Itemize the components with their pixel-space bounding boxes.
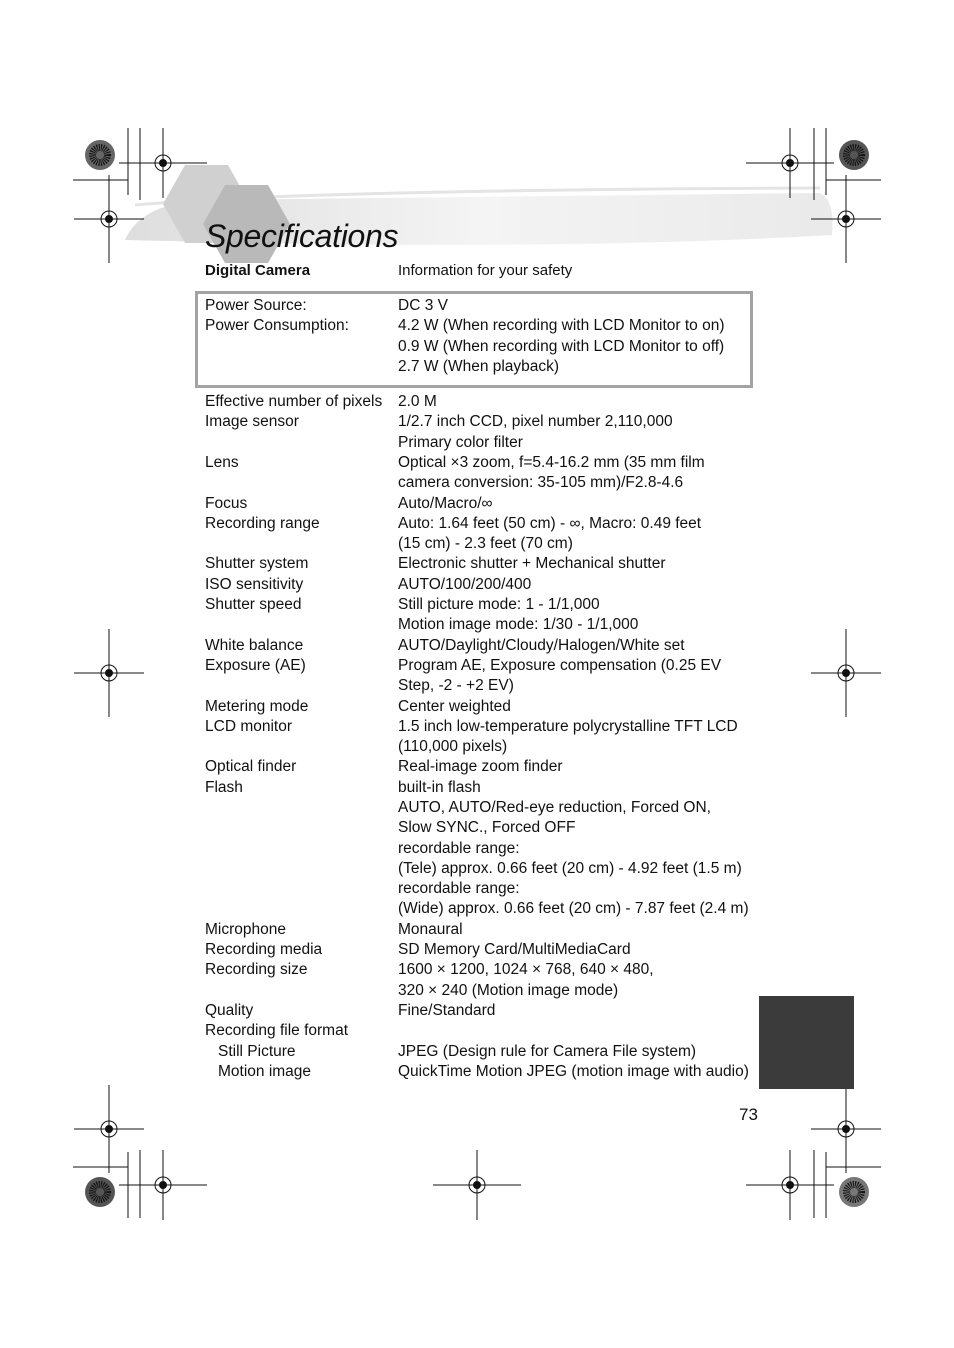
spec-values bbox=[398, 392, 437, 412]
spec-label: LCD monitor bbox=[205, 717, 292, 735]
spec-label: Recording media bbox=[205, 941, 323, 959]
spec-value: QuickTime Motion JPEG (motion image with audio) bbox=[398, 1062, 749, 1080]
spec-label: Shutter speed bbox=[205, 596, 302, 613]
spec-label: Flash bbox=[205, 778, 243, 796]
section-label: Digital Camera bbox=[205, 262, 311, 279]
spec-value: 320 × 240 (Motion image mode) bbox=[398, 981, 619, 999]
spec-values bbox=[398, 1042, 696, 1062]
spec-value: AUTO, AUTO/Red-eye reduction, Forced ON, bbox=[398, 798, 711, 816]
page-title: Specifications bbox=[205, 218, 399, 254]
spec-value: Program AE, Exposure compensation (0.25 EV bbox=[398, 656, 722, 674]
spec-values bbox=[398, 656, 721, 697]
spec-value: 1/2.7 inch CCD, pixel number 2,110,000 bbox=[398, 413, 673, 431]
spec-value: AUTO/100/200/400 bbox=[398, 575, 532, 593]
section-tab bbox=[759, 996, 854, 1089]
spec-value: Still picture mode: 1 - 1/1,000 bbox=[398, 596, 600, 613]
spec-label: Power Source: bbox=[205, 297, 307, 314]
spec-values bbox=[398, 514, 701, 555]
spec-label: Effective number of pixels bbox=[205, 393, 383, 410]
spec-values bbox=[398, 296, 448, 316]
spec-value: recordable range: bbox=[398, 839, 520, 857]
spec-label: Image sensor bbox=[205, 413, 299, 431]
spec-label: Recording size bbox=[205, 961, 308, 979]
spec-values bbox=[398, 316, 724, 377]
spec-value: (Tele) approx. 0.66 feet (20 cm) - 4.92 feet (1.5 m) bbox=[398, 859, 742, 877]
page-number: 73 bbox=[739, 1105, 758, 1124]
spec-value: built-in flash bbox=[398, 778, 481, 796]
spec-value: 2.0 M bbox=[398, 393, 437, 410]
spec-label: Power Consumption: bbox=[205, 317, 349, 335]
spec-values bbox=[398, 960, 654, 1001]
spec-value: camera conversion: 35-105 mm)/F2.8-4.6 bbox=[398, 474, 684, 492]
spec-values bbox=[398, 1001, 495, 1021]
spec-label: Shutter system bbox=[205, 555, 309, 573]
spec-label: Optical finder bbox=[205, 758, 297, 776]
spec-value: (Wide) approx. 0.66 feet (20 cm) - 7.87 feet (2.4 m) bbox=[398, 900, 749, 918]
spec-value: Center weighted bbox=[398, 697, 511, 715]
spec-value: Motion image mode: 1/30 - 1/1,000 bbox=[398, 616, 639, 634]
spec-label: Still Picture bbox=[218, 1042, 296, 1060]
spec-label: Recording file format bbox=[205, 1022, 349, 1040]
spec-value: Fine/Standard bbox=[398, 1002, 496, 1019]
spec-value: Primary color filter bbox=[398, 433, 523, 451]
spec-value: 1.5 inch low-temperature polycrystalline TFT LCD bbox=[398, 717, 738, 735]
spec-value: Auto/Macro/∞ bbox=[398, 494, 493, 512]
spec-values bbox=[398, 575, 531, 595]
spec-values bbox=[398, 717, 738, 758]
spec-values bbox=[398, 595, 638, 636]
spec-label: White balance bbox=[205, 636, 304, 654]
spec-label: Lens bbox=[205, 453, 239, 471]
spec-value: Optical ×3 zoom, f=5.4-16.2 mm (35 mm film bbox=[398, 453, 705, 471]
spec-values bbox=[398, 920, 463, 940]
spec-label: ISO sensitivity bbox=[205, 575, 304, 593]
spec-values bbox=[398, 412, 673, 453]
spec-value: Slow SYNC., Forced OFF bbox=[398, 819, 576, 837]
spec-values bbox=[398, 453, 705, 494]
spec-label: Microphone bbox=[205, 920, 286, 938]
spec-values bbox=[398, 778, 749, 920]
spec-label: Focus bbox=[205, 494, 248, 512]
spec-value: 0.9 W (When recording with LCD Monitor to off) bbox=[398, 337, 725, 355]
spec-value: (110,000 pixels) bbox=[398, 738, 508, 756]
spec-value: 1600 × 1200, 1024 × 768, 640 × 480, bbox=[398, 961, 654, 979]
spec-values bbox=[398, 697, 511, 717]
spec-value: Monaural bbox=[398, 920, 463, 938]
spec-values bbox=[398, 757, 563, 777]
spec-value: 2.7 W (When playback) bbox=[398, 357, 560, 375]
spec-value: (15 cm) - 2.3 feet (70 cm) bbox=[398, 535, 573, 553]
spec-value: AUTO/Daylight/Cloudy/Halogen/White set bbox=[398, 636, 685, 654]
spec-value: Step, -2 - +2 EV) bbox=[398, 677, 514, 695]
spec-values bbox=[398, 940, 631, 960]
spec-value: Electronic shutter + Mechanical shutter bbox=[398, 555, 666, 573]
spec-values bbox=[398, 494, 493, 514]
spec-values bbox=[398, 554, 666, 574]
spec-label: Motion image bbox=[218, 1062, 312, 1080]
spec-label: Exposure (AE) bbox=[205, 656, 306, 674]
spec-label: Recording range bbox=[205, 514, 320, 532]
section-value: Information for your safety bbox=[398, 262, 573, 279]
spec-value: 4.2 W (When recording with LCD Monitor to on) bbox=[398, 317, 725, 335]
spec-label: Quality bbox=[205, 1002, 254, 1019]
spec-label: Metering mode bbox=[205, 697, 309, 715]
spec-value: Auto: 1.64 feet (50 cm) - ∞, Macro: 0.49 feet bbox=[398, 514, 702, 532]
spec-value: Real-image zoom finder bbox=[398, 758, 563, 776]
spec-value: DC 3 V bbox=[398, 297, 448, 314]
spec-value: SD Memory Card/MultiMediaCard bbox=[398, 941, 631, 959]
spec-values bbox=[398, 636, 685, 656]
spec-value: recordable range: bbox=[398, 880, 520, 898]
spec-value: JPEG (Design rule for Camera File system) bbox=[398, 1042, 697, 1060]
spec-values bbox=[398, 1062, 749, 1082]
